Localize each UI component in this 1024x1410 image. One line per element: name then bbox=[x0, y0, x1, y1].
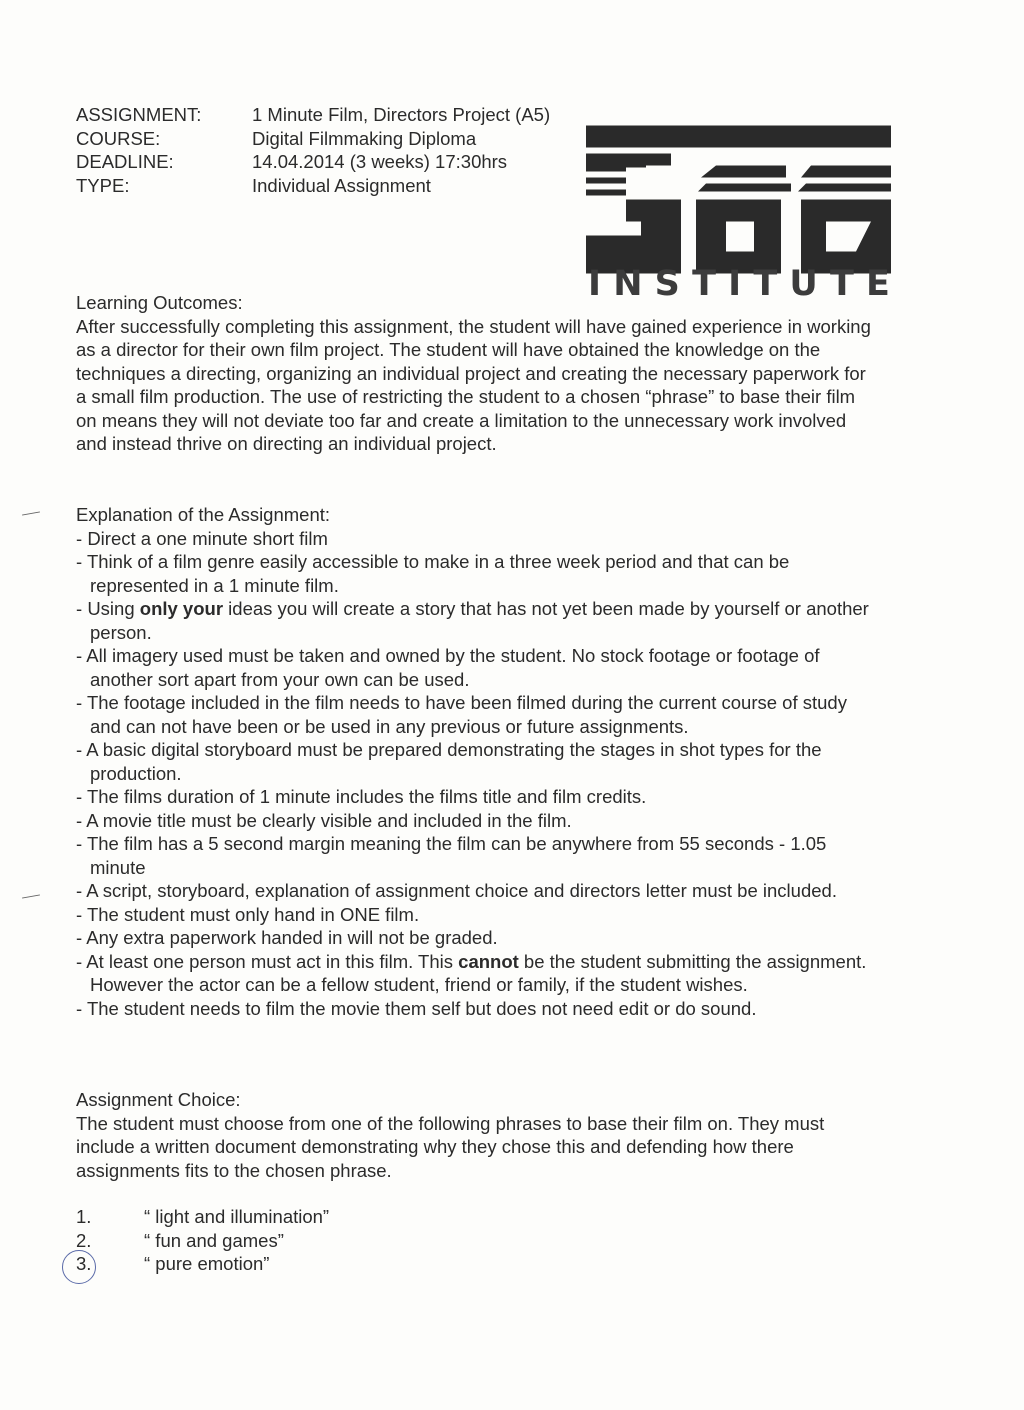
header-value: 14.04.2014 (3 weeks) 17:30hrs bbox=[252, 151, 508, 172]
list-item bbox=[76, 644, 876, 691]
list-item bbox=[76, 691, 876, 738]
header-value: Individual Assignment bbox=[252, 174, 431, 196]
item-text: Any extra paperwork handed in will not be graded. bbox=[86, 927, 498, 948]
wordmark-letter: E bbox=[866, 264, 890, 304]
learning-outcomes-section bbox=[76, 291, 876, 456]
header-row-assignment bbox=[76, 103, 550, 127]
header-label: ASSIGNMENT: bbox=[76, 104, 202, 125]
explanation-section bbox=[76, 503, 876, 1020]
item-text: A movie title must be clearly visible and included in the film. bbox=[86, 809, 572, 831]
wordmark-letter: T bbox=[829, 264, 854, 304]
list-item bbox=[76, 997, 876, 1021]
item-text: be the student submitting the assignment. However the actor can be a fellow student, friend or family, if the student wishes. bbox=[90, 950, 867, 995]
item-text: All imagery used must be taken and owned by the student. No stock footage or footage of another sort apart from your own can be used. bbox=[86, 645, 820, 690]
section-paragraph: After successfully completing this assignment, the student will have gained experience in working as a director for their own film project. The student will have obtained the knowledge on the techniques a directing, organizing an individual project and creating the necessary paperwork for a small film production. The use of restricting the student to a chosen “phrase” to base their film on means they will not deviate too far and create a limitation to the unnecessary work involved and instead thrive on directing an individual project. bbox=[76, 315, 871, 454]
choice-number: 1. bbox=[76, 1206, 92, 1227]
choice-number: 3. bbox=[76, 1253, 92, 1274]
margin-pen-mark bbox=[22, 511, 40, 515]
margin-pen-mark bbox=[22, 894, 40, 898]
list-item bbox=[76, 550, 876, 597]
section-heading: Assignment Choice: bbox=[76, 1089, 241, 1110]
header-value: Digital Filmmaking Diploma bbox=[252, 127, 477, 149]
item-text: Using bbox=[87, 598, 140, 619]
list-item bbox=[76, 832, 876, 879]
item-text: The student must only hand in ONE film. bbox=[86, 903, 420, 925]
wordmark-letter: N bbox=[613, 264, 643, 304]
list-item bbox=[76, 926, 876, 950]
item-text: At least one person must act in this film. This bbox=[86, 950, 459, 972]
item-text: Direct a one minute short film bbox=[87, 527, 328, 549]
header-label: TYPE: bbox=[76, 174, 130, 196]
handwritten-circle-mark bbox=[62, 1250, 96, 1284]
list-item bbox=[76, 1229, 329, 1253]
list-item bbox=[76, 950, 876, 997]
item-text: A basic digital storyboard must be prepared demonstrating the stages in shot types for the production. bbox=[86, 739, 822, 784]
phrase-choices-list bbox=[76, 1205, 329, 1276]
list-item bbox=[76, 879, 876, 903]
list-item bbox=[76, 903, 876, 927]
item-text: The film has a 5 second margin meaning the film can be anywhere from 55 seconds - 1.05 minute bbox=[86, 833, 827, 878]
wordmark-letter: U bbox=[789, 264, 818, 304]
item-emphasis: only your bbox=[139, 598, 224, 619]
wordmark-letter: I bbox=[728, 264, 742, 304]
assignment-header bbox=[76, 103, 550, 197]
list-item bbox=[76, 738, 876, 785]
section-heading: Learning Outcomes: bbox=[76, 292, 243, 313]
item-text: A script, storyboard, explanation of assignment choice and directors letter must be included. bbox=[86, 880, 837, 901]
item-text: ideas you will create a story that has not yet been made by yourself or another person. bbox=[90, 598, 869, 643]
wordmark-letter: I bbox=[588, 264, 602, 304]
header-label: DEADLINE: bbox=[76, 151, 174, 172]
list-item bbox=[76, 527, 876, 551]
choice-phrase: “ pure emotion” bbox=[144, 1253, 270, 1274]
explanation-list bbox=[76, 527, 876, 1021]
header-label: COURSE: bbox=[76, 127, 161, 149]
wordmark-letter: T bbox=[692, 264, 716, 304]
list-item bbox=[76, 785, 876, 809]
header-row-deadline bbox=[76, 150, 550, 174]
choice-number: 2. bbox=[76, 1229, 92, 1251]
choice-phrase: “ fun and games” bbox=[144, 1229, 284, 1251]
choice-phrase: “ light and illumination” bbox=[144, 1206, 330, 1227]
item-text: The films duration of 1 minute includes the films title and film credits. bbox=[86, 786, 647, 807]
list-item bbox=[76, 597, 876, 644]
section-heading: Explanation of the Assignment: bbox=[76, 504, 331, 525]
wordmark-letter: S bbox=[654, 264, 680, 304]
list-item bbox=[76, 1252, 329, 1276]
item-emphasis: cannot bbox=[458, 950, 519, 972]
section-paragraph: The student must choose from one of the following phrases to base their film on. They must include a written document demonstrating why they chose this and defending how there assignments fits to the chosen phrase. bbox=[76, 1112, 825, 1181]
assignment-choice-section bbox=[76, 1088, 876, 1182]
header-row-course bbox=[76, 127, 550, 151]
item-text: The student needs to film the movie them self but does not need edit or do sound. bbox=[86, 997, 757, 1019]
item-text: The footage included in the film needs to have been filmed during the current course of study and can not have been or be used in any previous or future assignments. bbox=[86, 692, 847, 737]
header-row-type bbox=[76, 174, 550, 198]
list-item bbox=[76, 1205, 329, 1229]
item-text: Think of a film genre easily accessible to make in a three week period and that can be represented in a 1 minute film. bbox=[86, 551, 790, 596]
header-value: 1 Minute Film, Directors Project (A5) bbox=[252, 104, 551, 125]
wordmark-letter: T bbox=[753, 264, 778, 304]
list-item bbox=[76, 809, 876, 833]
